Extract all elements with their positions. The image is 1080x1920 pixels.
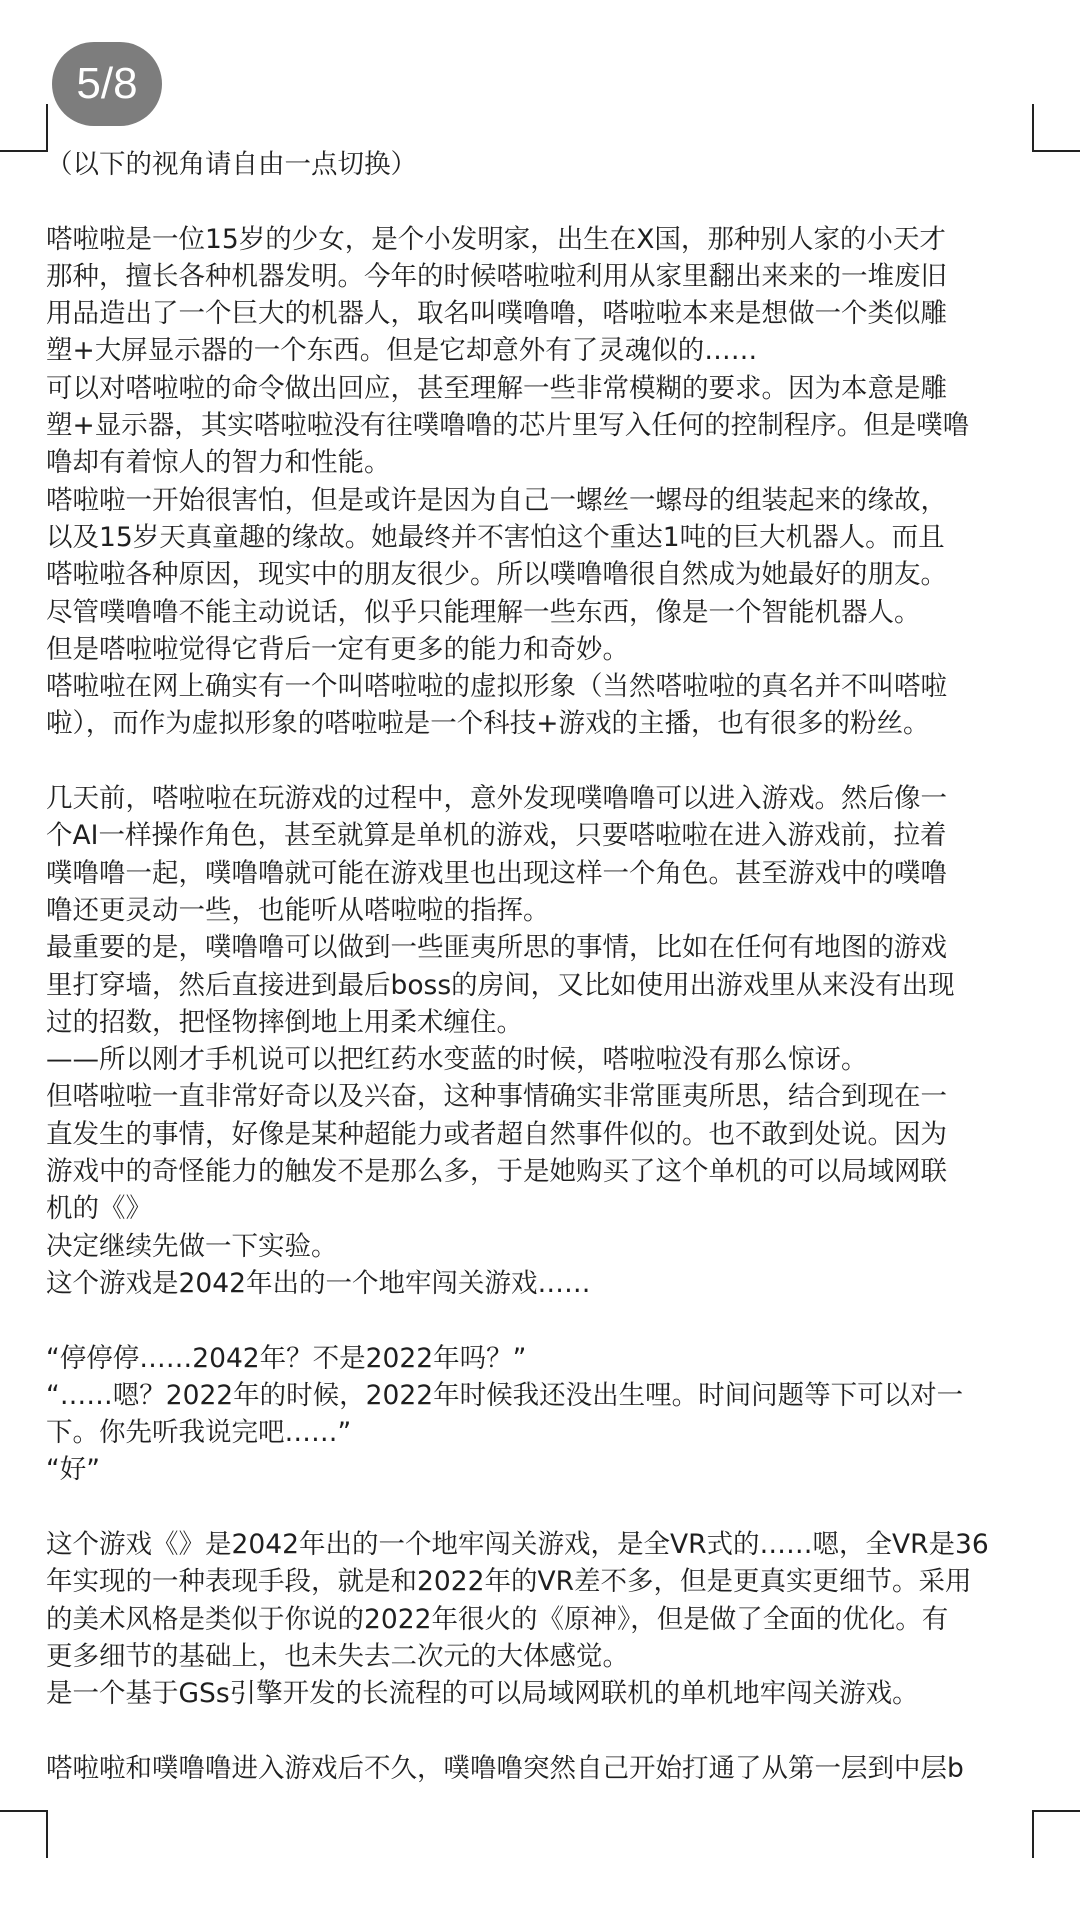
text-line: 过的招数，把怪物摔倒地上用柔术缠住。	[46, 1006, 523, 1038]
text-line: 最重要的是，噗噜噜可以做到一些匪夷所思的事情，比如在任何有地图的游戏	[46, 932, 947, 964]
text-line: 直发生的事情，好像是某种超能力或者超自然事件似的。也不敢到处说。因为	[46, 1118, 947, 1150]
text-line: 但嗒啦啦一直非常好奇以及兴奋，这种事情确实非常匪夷所思，结合到现在一	[46, 1081, 947, 1113]
text-line: 里打穿墙，然后直接进到最后boss的房间，又比如使用出游戏里从来没有出现	[46, 969, 955, 1001]
paragraph-spacer	[46, 1489, 1038, 1526]
text-line: “停停停……2042年？不是2022年吗？”	[46, 1342, 527, 1374]
paragraph-spacer	[46, 1712, 1038, 1749]
text-line: 这个游戏《》是2042年出的一个地牢闯关游戏，是全VR式的……嗯，全VR是36	[46, 1528, 989, 1560]
text-line: 年实现的一种表现手段，就是和2022年的VR差不多，但是更真实更细节。采用	[46, 1566, 972, 1598]
document-body	[46, 146, 1038, 1796]
text-line: 嗒啦啦和噗噜噜进入游戏后不久，噗噜噜突然自己开始打通了从第一层到中层b	[46, 1752, 964, 1784]
text-line: 用品造出了一个巨大的机器人，取名叫噗噜噜，嗒啦啦本来是想做一个类似雕	[46, 298, 947, 330]
crop-mark-bottom-left	[0, 1810, 48, 1858]
text-line: 尽管噗噜噜不能主动说话，似乎只能理解一些东西，像是一个智能机器人。	[46, 596, 921, 628]
text-line: 嗒啦啦一开始很害怕，但是或许是因为自己一螺丝一螺母的组装起来的缘故，	[46, 484, 947, 516]
text-line: 嗒啦啦各种原因，现实中的朋友很少。所以噗噜噜很自然成为她最好的朋友。	[46, 559, 947, 591]
text-line: 几天前，嗒啦啦在玩游戏的过程中，意外发现噗噜噜可以进入游戏。然后像一	[46, 783, 947, 815]
text-line: 那种，擅长各种机器发明。今年的时候嗒啦啦利用从家里翻出来来的一堆废旧	[46, 260, 947, 292]
text-line: 嗒啦啦在网上确实有一个叫嗒啦啦的虚拟形象（当然嗒啦啦的真名并不叫嗒啦	[46, 671, 947, 703]
text-line: 游戏中的奇怪能力的触发不是那么多，于是她购买了这个单机的可以局域网联	[46, 1156, 947, 1188]
crop-mark-bottom-right	[1032, 1810, 1080, 1858]
paragraph	[46, 780, 1038, 1302]
paragraph	[46, 1340, 1038, 1489]
text-line: 噜还更灵动一些，也能听从嗒啦啦的指挥。	[46, 894, 550, 926]
text-line: 决定继续先做一下实验。	[46, 1230, 338, 1262]
text-line: 但是嗒啦啦觉得它背后一定有更多的能力和奇妙。	[46, 633, 629, 665]
paragraph	[46, 221, 1038, 743]
text-line: 嗒啦啦是一位15岁的少女，是个小发明家，出生在X国，那种别人家的小天才	[46, 223, 946, 255]
text-line: 噜却有着惊人的智力和性能。	[46, 447, 391, 479]
paragraph-spacer	[46, 1302, 1038, 1339]
page-indicator: 5/8	[52, 42, 162, 126]
text-line: 噗噜噜一起，噗噜噜就可能在游戏里也出现这样一个角色。甚至游戏中的噗噜	[46, 857, 947, 889]
text-line: 个AI一样操作角色，甚至就算是单机的游戏，只要嗒啦啦在进入游戏前，拉着	[46, 820, 947, 852]
text-line: “……嗯？2022年的时候，2022年时候我还没出生哩。时间问题等下可以对一	[46, 1379, 964, 1411]
paragraph-spacer	[46, 183, 1038, 220]
text-line: 是一个基于GSs引擎开发的长流程的可以局域网联机的单机地牢闯关游戏。	[46, 1678, 919, 1710]
text-line: 啦），而作为虚拟形象的嗒啦啦是一个科技+游戏的主播，也有很多的粉丝。	[46, 708, 930, 740]
paragraph	[46, 1750, 1038, 1787]
paragraph	[46, 1526, 1038, 1712]
paragraph-spacer	[46, 743, 1038, 780]
text-line: 更多细节的基础上，也未失去二次元的大体感觉。	[46, 1640, 629, 1672]
text-line: 下。你先听我说完吧……”	[46, 1417, 352, 1449]
text-line: （以下的视角请自由一点切换）	[46, 149, 417, 180]
text-line: 塑+大屏显示器的一个东西。但是它却意外有了灵魂似的……	[46, 335, 758, 367]
text-line: 塑+显示器，其实嗒啦啦没有往噗噜噜的芯片里写入任何的控制程序。但是噗噜	[46, 410, 970, 442]
text-line: 可以对嗒啦啦的命令做出回应，甚至理解一些非常模糊的要求。因为本意是雕	[46, 372, 947, 404]
paragraph	[46, 146, 1038, 183]
text-line: ——所以刚才手机说可以把红药水变蓝的时候，嗒啦啦没有那么惊讶。	[46, 1044, 868, 1076]
text-line: 的美术风格是类似于你说的2022年很火的《原神》，但是做了全面的优化。有	[46, 1603, 949, 1635]
text-line: 这个游戏是2042年出的一个地牢闯关游戏……	[46, 1267, 591, 1299]
text-line: “好”	[46, 1454, 100, 1486]
crop-mark-top-right	[1032, 104, 1080, 152]
text-line: 机的《》	[46, 1193, 152, 1225]
text-line: 以及15岁天真童趣的缘故。她最终并不害怕这个重达1吨的巨大机器人。而且	[46, 521, 945, 553]
crop-mark-top-left	[0, 104, 48, 152]
